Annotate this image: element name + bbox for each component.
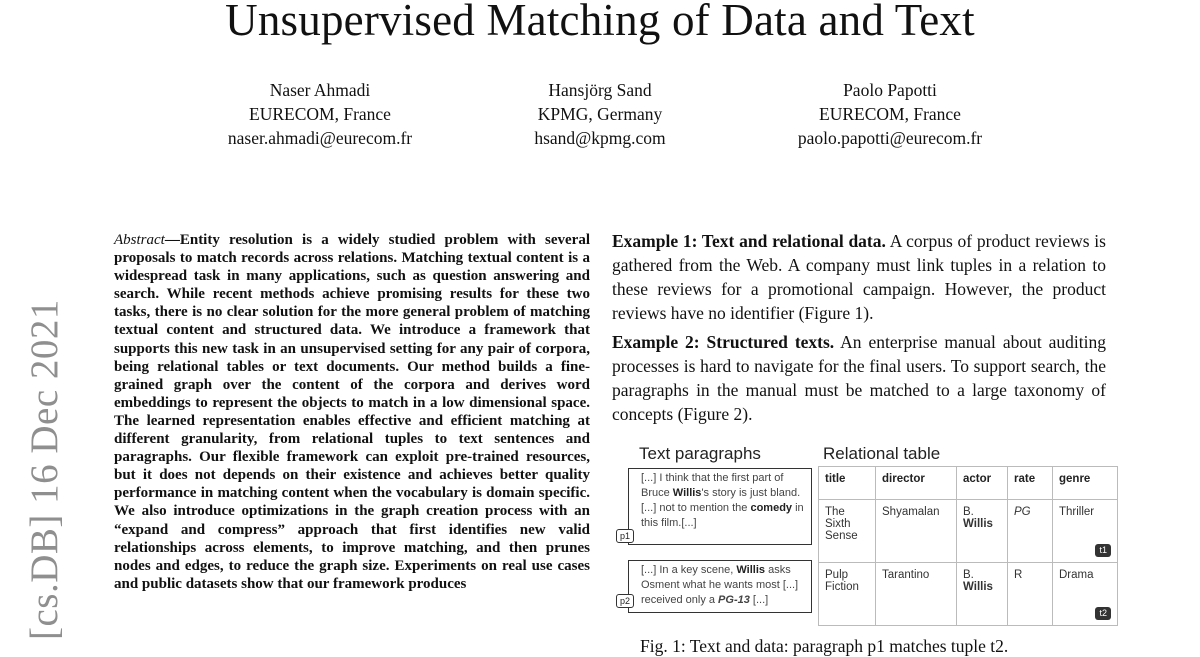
figure-caption: Fig. 1: Text and data: paragraph p1 matches tuple t2.	[640, 636, 1009, 656]
author-name: Hansjörg Sand	[548, 80, 652, 100]
abstract-text: —Entity resolution is a widely studied problem with several proposals to match records across relations. Matching textual content is a widespread task in many applications, such as question answering and search. While recent methods achieve promising results for these two tasks, there is no clear solution for the more general problem of matching textual content and structured data. We introduce a framework that supports this new task in an unsupervised setting for any pair of corpora, being relational tables or text documents. Our method builds a fine-grained graph over the content of the corpora and derives word embeddings to represent the objects to match in a low dimensional space. The learned representation enables effective and efficient matching at different granularity, from relational tuples to text sentences and paragraphs. Our flexible framework can exploit pre-trained resources, but it does not depends on their existence and achieves better quality performance in matching content when the vocabulary is domain specific. We also introduce optimizations in the graph creation process with an “expand and compress” approach that first identifies new valid relationships across elements, to improve matching, and then prunes nodes and edges, to reduce the graph size. Experiments on real use cases and public datasets show that our framework produces	[114, 232, 590, 592]
arxiv-stamp: [cs.DB] 16 Dec 2021	[23, 299, 66, 640]
author-affiliation: KPMG, Germany	[537, 104, 663, 124]
author-email: paolo.papotti@eurecom.fr	[797, 128, 983, 148]
example-2	[612, 330, 1106, 426]
figure-1	[612, 444, 1122, 624]
paper-title: Unsupervised Matching of Data and Text	[225, 0, 975, 45]
cell-director: Shyamalan	[876, 500, 957, 563]
table-row	[819, 500, 1118, 563]
example-body: A corpus of product reviews is gathered from the Web. A company must link tuples in a relation to these reviews for a promotional campaign. However, the product reviews have no identifier (Figure 1).	[612, 231, 1106, 323]
author-name: Naser Ahmadi	[269, 80, 371, 100]
table-header-row	[819, 467, 1118, 500]
column-header: director	[876, 467, 957, 500]
cell-rate: PG	[1008, 500, 1053, 563]
author-2	[470, 78, 730, 150]
paragraph-tag: p1	[616, 529, 634, 543]
column-header: rate	[1008, 467, 1053, 500]
author-email: naser.ahmadi@eurecom.fr	[227, 128, 413, 148]
example-head: Example 2: Structured texts.	[612, 332, 835, 352]
cell-genre: Drama t2	[1053, 563, 1118, 626]
author-3	[760, 78, 1020, 150]
author-name: Paolo Papotti	[843, 80, 937, 100]
cell-actor: B. Willis	[957, 500, 1008, 563]
cell-actor: B. Willis	[957, 563, 1008, 626]
column-header: actor	[957, 467, 1008, 500]
author-affiliation: EURECOM, France	[249, 104, 391, 124]
author-email: hsand@kpmg.com	[534, 128, 666, 148]
abstract-lead: Abstract	[114, 232, 165, 248]
cell-rate: R	[1008, 563, 1053, 626]
table-row	[819, 563, 1118, 626]
abstract	[114, 231, 590, 593]
example-head: Example 1: Text and relational data.	[612, 231, 886, 251]
tuple-tag: t1	[1095, 544, 1111, 557]
column-header: genre	[1053, 467, 1118, 500]
tuple-tag: t2	[1095, 607, 1111, 620]
cell-title: Pulp Fiction	[819, 563, 876, 626]
column-header: title	[819, 467, 876, 500]
author-1	[190, 78, 450, 150]
relational-table	[818, 466, 1118, 626]
paragraph-p2: [...] In a key scene, Willis asks Osment what he wants most [...] received only a PG-13 [...] p2	[628, 560, 812, 613]
relational-table-header: Relational table	[823, 444, 941, 463]
example-1	[612, 229, 1106, 325]
cell-title: The Sixth Sense	[819, 500, 876, 563]
example-body: An enterprise manual about auditing processes is hard to navigate for the final users. To support search, the paragraphs in the manual must be matched to a large taxonomy of concepts (Figure 2).	[612, 332, 1107, 424]
author-affiliation: EURECOM, France	[819, 104, 961, 124]
text-paragraphs-header: Text paragraphs	[639, 444, 761, 463]
paragraph-p1: [...] I think that the first part of Bruce Willis's story is just bland. [...] not to mention the comedy in this film.[...] p1	[628, 468, 812, 545]
cell-director: Tarantino	[876, 563, 957, 626]
paragraph-tag: p2	[616, 594, 634, 608]
cell-genre: Thriller t1	[1053, 500, 1118, 563]
